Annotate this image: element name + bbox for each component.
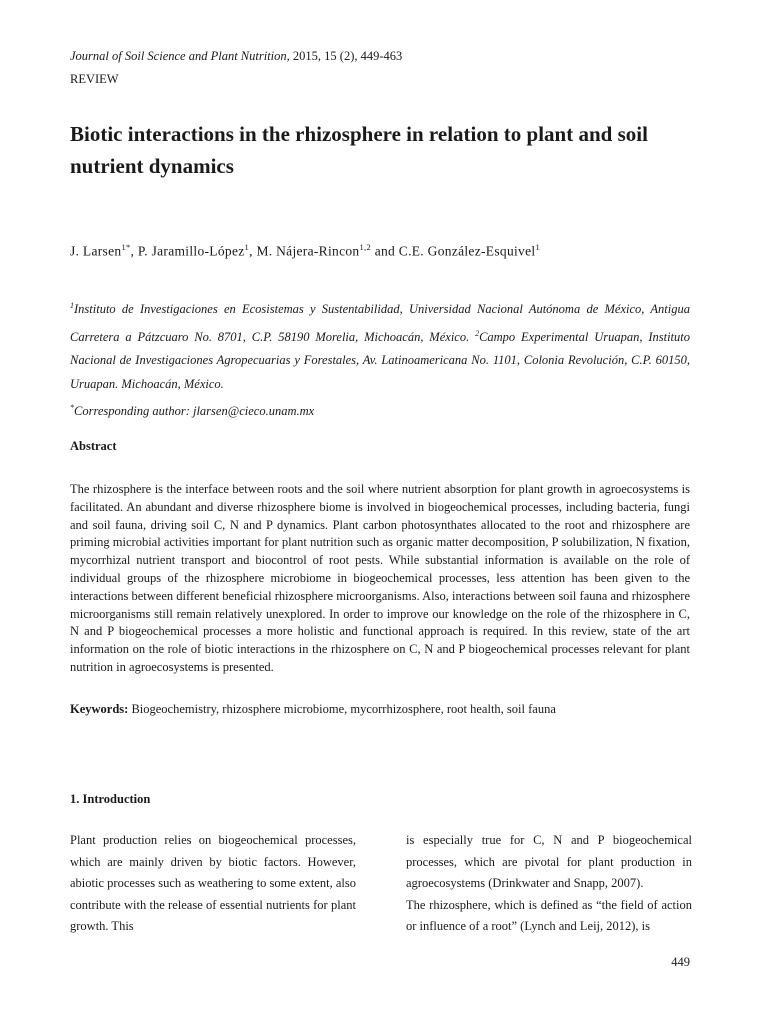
keywords xyxy=(70,702,690,717)
affiliation-mark: 2 xyxy=(475,328,480,338)
keywords-label: Keywords: xyxy=(70,702,129,716)
affiliation-2: Campo Experimental Uruapan, Instituto Nacional de Investigaciones Agropecuarias y Forestales, Av. Latinoamericana No. 1101, Colonia Revolución, C.P. 60150, Uruapan. Michoacán, México. xyxy=(70,329,690,391)
journal-issue: 2015, 15 (2), 449-463 xyxy=(289,49,403,63)
article-type: REVIEW xyxy=(70,72,119,86)
corresponding-author: Corresponding author: jlarsen@cieco.unam.mx xyxy=(74,404,315,419)
abstract-text: The rhizosphere is the interface between roots and the soil where nutrient absorption for plant growth in agroecosystems is facilitated. An abundant and diverse rhizosphere biome is involved in biogeochemical processes, including bacteria, fungi and soil fauna, driving soil C, N and P dynamics. Plant carbon photosynthates allocated to the root and rhizosphere are priming microbial activities important for plant nutrition such as organic matter decomposition, P solubilization, N fixation, mycorrhizal nutrient transport and biocontrol of root pests. While substantial information is available on the role of individual groups of the rhizosphere microbiome in biogeochemical processes, less attention has been given to the interactions between different beneficial rhizosphere microorganisms. Also, interactions between soil fauna and rhizosphere microorganisms still remain relatively unexplored. In order to improve our knowledge on the role of the rhizosphere in C, N and P biogeochemical processes a more holistic and functional approach is required. In this review, state of the art information on the role of biotic interactions in the rhizosphere on C, N and P biogeochemical processes relevant for plant nutrition in agroecosystems is presented. xyxy=(70,482,690,674)
body-paragraph: The rhizosphere, which is defined as “the field of action or influence of a root” (Lynch and Leij, 2012), is xyxy=(406,897,692,933)
section-heading-introduction: 1. Introduction xyxy=(70,792,151,806)
author-affiliation-mark: 1* xyxy=(121,242,131,252)
author-name: J. Larsen xyxy=(70,243,122,259)
author-separator: , xyxy=(130,243,138,259)
affiliations xyxy=(70,294,690,424)
author-affiliation-mark: 1,2 xyxy=(359,242,372,252)
corresponding-mark: * xyxy=(70,403,74,413)
body-column-left: Plant production relies on biogeochemical processes, which are mainly driven by biotic factors. However, abiotic processes such as weathering to some extent, also contribute with the release of essential nutrients for plant growth. This xyxy=(70,833,356,933)
affiliation-mark: 1 xyxy=(70,301,74,310)
author-list xyxy=(70,242,690,260)
author-separator: and xyxy=(371,243,399,259)
body-paragraph: is especially true for C, N and P biogeochemical processes, which are pivotal for plant production in agroecosystems (Drinkwater and Snapp, 2007). xyxy=(406,833,692,890)
abstract-heading: Abstract xyxy=(70,439,117,453)
author-name: P. Jaramillo-López xyxy=(137,243,245,259)
article-title: Biotic interactions in the rhizosphere in relation to plant and soil nutrient dynamics xyxy=(70,122,648,178)
author-affiliation-mark: 1 xyxy=(244,242,250,252)
author-name: C.E. González-Esquivel xyxy=(398,243,536,259)
author-affiliation-mark: 1 xyxy=(535,242,541,252)
body-column-right xyxy=(406,830,692,938)
author-separator: , xyxy=(249,243,257,259)
author-name: M. Nájera-Rincon xyxy=(256,243,360,259)
affiliation-1: Instituto de Investigaciones en Ecosistemas y Sustentabilidad, Universidad Nacional Autónoma de México, Antigua Carretera a Pátzcuaro No. 8701, C.P. 58190 Morelia, Michoacán, México. xyxy=(70,302,690,344)
journal-citation xyxy=(70,49,402,64)
keywords-text: Biogeochemistry, rhizosphere microbiome, mycorrhizosphere, root health, soil fauna xyxy=(128,702,556,716)
page-number: 449 xyxy=(671,955,690,969)
journal-name: Journal of Soil Science and Plant Nutrition, xyxy=(70,49,290,63)
